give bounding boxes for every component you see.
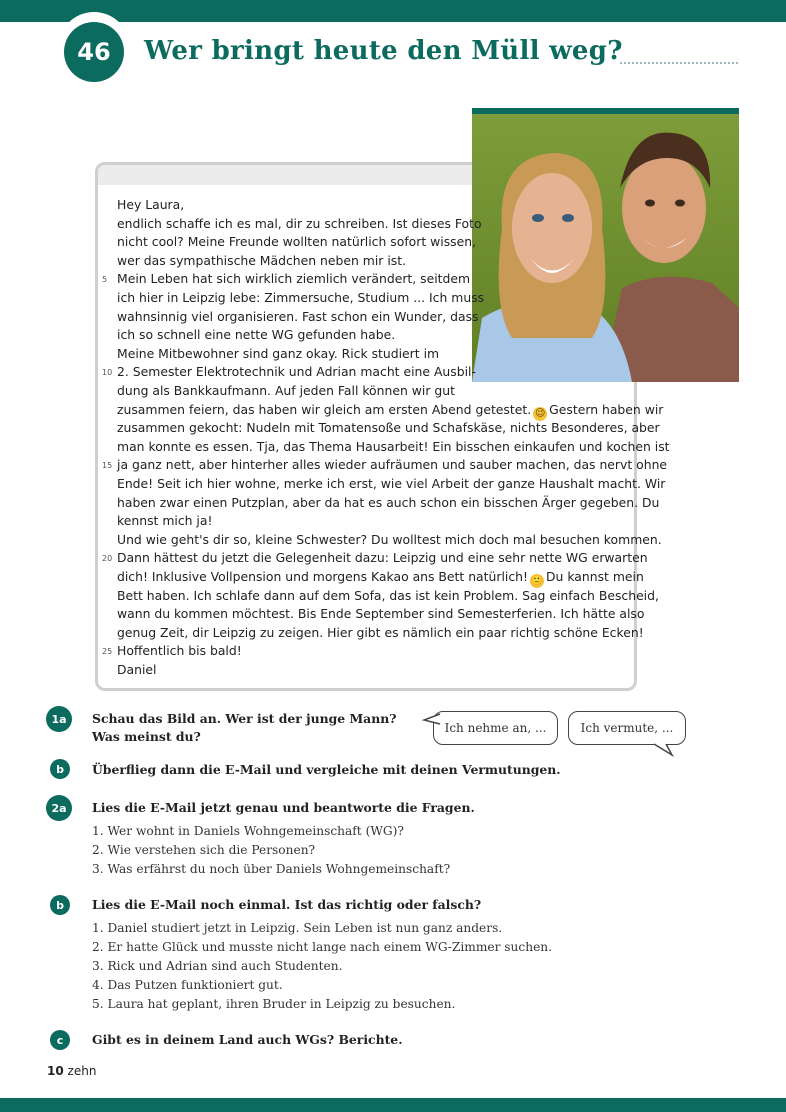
email-line xyxy=(117,253,406,268)
email-line-text: wahnsinnig viel organisieren. Fast schon ein Wunder, dass xyxy=(117,309,479,324)
email-line xyxy=(117,569,644,588)
task-1a-line2: Was meinst du? xyxy=(92,729,201,744)
email-line-text: Dann hättest du jetzt die Gelegenheit dazu: Leipzig und eine sehr nette WG erwarten xyxy=(117,550,648,565)
email-line-text: genug Zeit, dir Leipzig zu zeigen. Hier gibt es nämlich ein paar richtig schöne Ecken! xyxy=(117,625,644,640)
email-line xyxy=(117,439,670,454)
email-line-text: Mein Leben hat sich wirklich ziemlich verändert, seitdem xyxy=(117,271,471,286)
email-line xyxy=(117,402,663,421)
email-line xyxy=(117,383,455,398)
task-2b-statement: 5. Laura hat geplant, ihren Bruder in Leipzig zu besuchen. xyxy=(92,997,456,1011)
email-line-text: ich so schnell eine nette WG gefunden habe. xyxy=(117,327,396,342)
email-line xyxy=(117,476,665,491)
email-line xyxy=(117,588,659,603)
task-1b-text: Überflieg dann die E-Mail und vergleiche mit deinen Vermutungen. xyxy=(92,762,561,777)
page-number: 10 xyxy=(47,1064,64,1078)
task-2b-statement: 3. Rick und Adrian sind auch Studenten. xyxy=(92,959,343,973)
unit-number-badge: 46 xyxy=(64,22,124,82)
email-line xyxy=(117,420,660,435)
email-line-text: dich! Inklusive Vollpension und morgens Kakao ans Bett natürlich! xyxy=(117,569,528,584)
task-1a-line1: Schau das Bild an. Wer ist der junge Mann? xyxy=(92,711,397,726)
task-2a-text: Lies die E-Mail jetzt genau und beantworte die Fragen. xyxy=(92,800,475,815)
email-line-text: Hoffentlich bis bald! xyxy=(117,643,242,658)
email-line-text: 2. Semester Elektrotechnik und Adrian macht eine Ausbil- xyxy=(117,364,476,379)
smiley-icon: 🙂 xyxy=(530,575,544,586)
email-line-text: Ende! Seit ich hier wohne, merke ich erst, wie viel Arbeit der ganze Haushalt macht. Wir xyxy=(117,476,666,491)
email-line-number: 15 xyxy=(102,461,113,470)
email-line-text: dung als Bankkaufmann. Auf jeden Fall können wir gut xyxy=(117,383,455,398)
task-2b-text: Lies die E-Mail noch einmal. Ist das richtig oder falsch? xyxy=(92,897,482,912)
email-line-number: 25 xyxy=(102,647,113,656)
email-line-text: wann du kommen möchtest. Bis Ende September sind Semesterferien. Ich hätte also xyxy=(117,606,645,621)
email-line xyxy=(117,216,482,231)
page-footer xyxy=(47,1064,96,1078)
task-2b-statement: 1. Daniel studiert jetzt in Leipzig. Sein Leben ist nun ganz anders. xyxy=(92,921,503,935)
task-badge-1b: b xyxy=(50,759,70,779)
email-line-text: Bett haben. Ich schlafe dann auf dem Sofa, das ist kein Problem. Sag einfach Bescheid, xyxy=(117,588,659,603)
email-line-text: Hey Laura, xyxy=(117,197,185,212)
task-2a-question: 2. Wie verstehen sich die Personen? xyxy=(92,843,316,857)
email-line xyxy=(117,606,644,621)
email-line xyxy=(117,197,184,212)
email-line xyxy=(117,290,484,305)
email-line-text: Und wie geht's dir so, kleine Schwester? Du wolltest mich doch mal besuchen kommen. xyxy=(117,532,662,547)
email-line xyxy=(117,532,662,547)
bottom-accent-bar xyxy=(0,1098,786,1112)
email-line xyxy=(117,457,667,472)
email-line-number: 5 xyxy=(102,275,108,284)
page-word: zehn xyxy=(67,1064,97,1078)
email-line-number: 20 xyxy=(102,554,113,563)
email-line-text: endlich schaffe ich es mal, dir zu schreiben. Ist dieses Foto xyxy=(117,216,482,231)
speech-bubble-2: Ich vermute, ... xyxy=(568,711,686,745)
task-badge-2c: c xyxy=(50,1030,70,1050)
smiley-icon: 😉 xyxy=(534,408,546,419)
task-2b-statement: 2. Er hatte Glück und musste nicht lange nach einem WG-Zimmer suchen. xyxy=(92,940,553,954)
title-dotted-rule xyxy=(620,62,738,64)
email-line xyxy=(117,643,242,658)
speech-bubble-tail-icon xyxy=(422,712,442,726)
speech-bubble-1: Ich nehme an, ... xyxy=(433,711,558,745)
email-line-number: 10 xyxy=(102,368,113,377)
task-2b-statement: 4. Das Putzen funktioniert gut. xyxy=(92,978,283,992)
email-line-text: ich hier in Leipzig lebe: Zimmersuche, Studium ... Ich muss xyxy=(117,290,485,305)
email-line xyxy=(117,550,648,565)
email-line xyxy=(117,625,644,640)
task-badge-2a: 2a xyxy=(46,795,72,821)
speech-bubble-tail-icon xyxy=(652,743,676,759)
email-line-text: Meine Mitbewohner sind ganz okay. Rick studiert im xyxy=(117,346,440,361)
email-line xyxy=(117,327,395,342)
email-line xyxy=(117,271,470,286)
couple-selfie-photo xyxy=(472,108,739,382)
email-line xyxy=(117,513,212,528)
email-line xyxy=(117,364,476,379)
email-line-text: nicht cool? Meine Freunde wollten natürlich sofort wissen, xyxy=(117,234,477,249)
task-2a-question: 1. Wer wohnt in Daniels Wohngemeinschaft (WG)? xyxy=(92,824,404,838)
top-accent-bar xyxy=(0,0,786,22)
email-line-text: wer das sympathische Mädchen neben mir ist. xyxy=(117,253,407,268)
email-line-text: zusammen feiern, das haben wir gleich am ersten Abend getestet. xyxy=(117,402,532,417)
task-badge-2b: b xyxy=(50,895,70,915)
email-line-text: kennst mich ja! xyxy=(117,513,213,528)
email-line-text: man konnte es essen. Tja, das Thema Hausarbeit! Ein bisschen einkaufen und kochen ist xyxy=(117,439,670,454)
email-line-text: haben zwar einen Putzplan, aber da hat es auch schon ein bisschen Ärger gegeben. Du xyxy=(117,495,660,510)
email-line-text: Daniel xyxy=(117,662,157,677)
email-line xyxy=(117,234,476,249)
email-line xyxy=(117,309,479,324)
email-line-text: zusammen gekocht: Nudeln mit Tomatensoße und Schafskäse, nichts Besonderes, aber xyxy=(117,420,660,435)
email-line-text-continued: Du kannst mein xyxy=(545,569,644,584)
task-2a-question: 3. Was erfährst du noch über Daniels Wohngemeinschaft? xyxy=(92,862,451,876)
email-line-text-continued: Gestern haben wir xyxy=(549,402,664,417)
email-line xyxy=(117,662,157,677)
photo-illustration xyxy=(472,108,739,382)
email-line xyxy=(117,346,439,361)
task-2c-text: Gibt es in deinem Land auch WGs? Berichte. xyxy=(92,1032,403,1047)
email-line-text: ja ganz nett, aber hinterher alles wieder aufräumen und sauber machen, das nervt ohne xyxy=(117,457,668,472)
task-badge-1a: 1a xyxy=(46,706,72,732)
email-line xyxy=(117,495,659,510)
page-title: Wer bringt heute den Müll weg? xyxy=(144,36,623,66)
